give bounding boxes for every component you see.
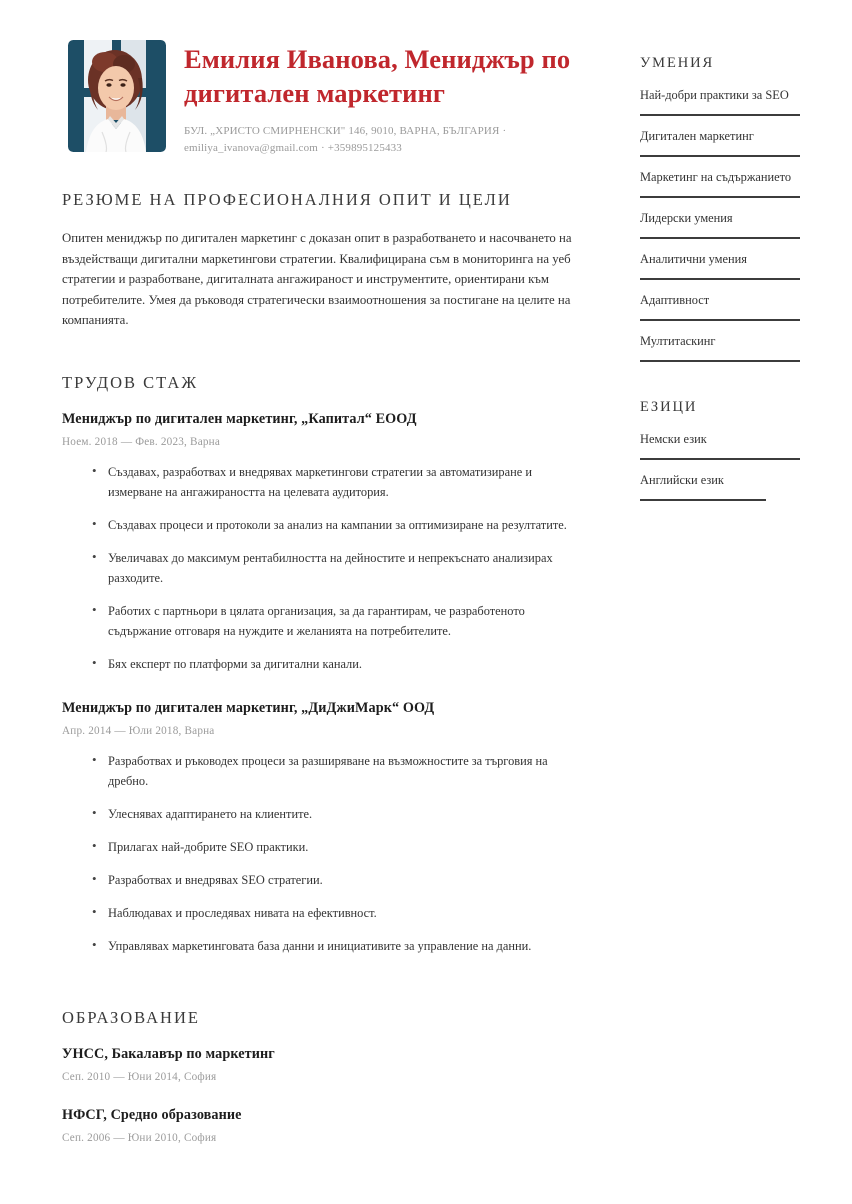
list-item: • Бях експерт по платформи за дигитални канали. (92, 654, 582, 674)
sidebar-item-skill (640, 86, 802, 116)
skill-rating-bar (640, 114, 800, 116)
sidebar-spacer (640, 373, 802, 399)
education-meta: Сеп. 2010 — Юни 2014, София (62, 1070, 217, 1083)
skill-rating-bar (640, 237, 800, 239)
skill-label: Лидерски умения (640, 211, 733, 225)
skill-rating-bar (640, 360, 800, 362)
language-rating-bar (640, 458, 800, 460)
language-label: Немски език (640, 432, 707, 446)
education-item (62, 1046, 582, 1083)
education-meta: Сеп. 2006 — Юни 2010, София (62, 1131, 217, 1144)
job-title: Мениджър по дигитален маркетинг, „ДиДжиМарк“ ООД (62, 699, 435, 716)
list-item: • Увеличавах до максимум рентабилността на дейностите и непрекъснато анализирах разходите. (92, 548, 582, 588)
language-label: Английски език (640, 473, 724, 487)
summary-section (62, 190, 582, 331)
job-meta: Ноем. 2018 — Фев. 2023, Варна (62, 435, 221, 448)
job-bullets (62, 462, 582, 674)
sidebar-item-skill (640, 127, 802, 157)
education-section (62, 1008, 582, 1144)
contact-separator-1: · (502, 125, 507, 137)
job-bullets (62, 751, 582, 956)
skill-label: Маркетинг на съдържанието (640, 170, 792, 184)
list-item: • Улеснявах адаптирането на клиентите. (92, 804, 582, 824)
experience-section-title: ТРУДОВ СТАЖ (62, 372, 199, 392)
skill-rating-bar (640, 196, 800, 198)
skill-label: Най-добри практики за SEO (640, 88, 789, 102)
contact-phone[interactable]: +359895125433 (327, 142, 402, 154)
list-item: • Управлявах маркетинговата база данни и инициативите за управление на данни. (92, 936, 582, 956)
list-item: • Работих с партньори в цялата организация, за да гарантирам, че разработеното съдържание отговаря на нуждите и желанията на потребителите. (92, 601, 582, 641)
main-column (62, 190, 582, 1144)
skill-label: Дигитален маркетинг (640, 129, 754, 143)
list-item: • Наблюдавах и проследявах нивата на ефективност. (92, 903, 582, 923)
list-item: • Създавах, разработвах и внедрявах маркетингови стратегии за автоматизиране и измерване на ангажираността на целевата аудитория. (92, 462, 582, 502)
list-item: • Създавах процеси и протоколи за анализ на кампании за оптимизиране на резултатите. (92, 515, 582, 535)
sidebar-item-language (640, 430, 802, 460)
list-item: • Разработвах и ръководех процеси за разширяване на възможностите за търговия на дребно. (92, 751, 582, 791)
summary-text: Опитен мениджър по дигитален маркетинг с доказан опит в разработването и насочването на въздействащи дигитални маркетингови стратегии. Квалифицирана съм в мониторинга на уеб стратегии и разработване, дигиталната ангажираност и инструментите, ориентирани към потребителите. Умея да ръководя стратегически взаимоотношения за постигане на целите на компанията. (62, 231, 572, 327)
summary-section-title: РЕЗЮМЕ НА ПРОФЕСИОНАЛНИЯ ОПИТ И ЦЕЛИ (62, 190, 512, 209)
contact-line (184, 123, 614, 157)
sidebar-item-skill (640, 168, 802, 198)
skill-label: Аналитични умения (640, 252, 747, 266)
education-title: НФСГ, Средно образование (62, 1106, 242, 1123)
experience-item (62, 700, 582, 956)
portrait-photo-icon (68, 40, 166, 152)
languages-section-title: ЕЗИЦИ (640, 399, 698, 415)
list-item: • Прилагах най-добрите SEO практики. (92, 837, 582, 857)
skill-label: Адаптивност (640, 293, 710, 307)
experience-section (62, 373, 582, 956)
page-title: Емилия Иванова, Мениджър по дигитален маркетинг (184, 44, 571, 108)
list-item: • Разработвах и внедрявах SEO стратегии. (92, 870, 582, 890)
avatar (68, 40, 166, 152)
sidebar-item-skill (640, 332, 802, 362)
skill-rating-bar (640, 155, 800, 157)
sidebar-item-skill (640, 209, 802, 239)
education-section-title: ОБРАЗОВАНИЕ (62, 1007, 200, 1027)
contact-address: БУЛ. „ХРИСТО СМИРНЕНСКИ" 146, 9010, ВАРНА, БЪЛГАРИЯ (184, 125, 500, 137)
skill-rating-bar (640, 319, 800, 321)
education-title: УНСС, Бакалавър по маркетинг (62, 1045, 275, 1062)
skill-label: Мултитаскинг (640, 334, 716, 348)
contact-separator-2: · (320, 142, 325, 154)
skills-section-title: УМЕНИЯ (640, 55, 715, 71)
sidebar-item-language (640, 471, 802, 501)
experience-item (62, 411, 582, 674)
job-title: Мениджър по дигитален маркетинг, „Капитал“ ЕООД (62, 410, 417, 427)
contact-email[interactable]: emiliya_ivanova@gmail.com (184, 142, 318, 154)
skill-rating-bar (640, 278, 800, 280)
job-meta: Апр. 2014 — Юли 2018, Варна (62, 724, 215, 737)
language-rating-bar (640, 499, 766, 501)
sidebar-item-skill (640, 250, 802, 280)
sidebar (640, 55, 802, 512)
education-item (62, 1107, 582, 1144)
sidebar-item-skill (640, 291, 802, 321)
